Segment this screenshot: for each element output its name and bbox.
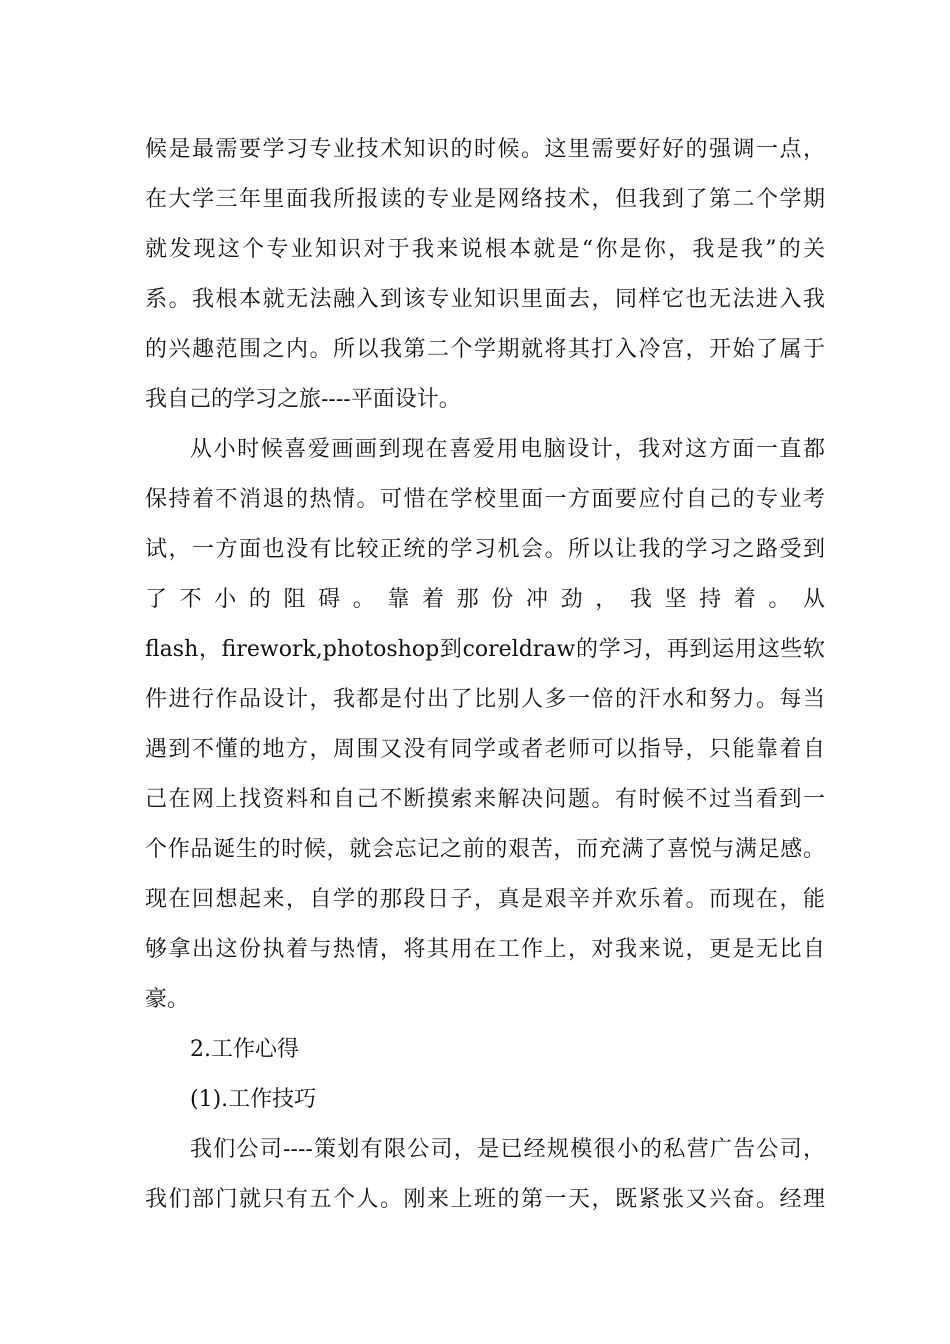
text-line: 件进行作品设计，我都是付出了比别人多一倍的汗水和努力。每当	[145, 687, 825, 712]
text-line: flash，firework,photoshop到coreldraw的学习，再到运用这些软	[145, 637, 825, 662]
text-line: 试，一方面也没有比较正统的学习机会。所以让我的学习之路受到	[145, 537, 825, 562]
subsection-heading: (1).工作技巧	[190, 1087, 317, 1112]
text-line: 在大学三年里面我所报读的专业是网络技术，但我到了第二个学期	[145, 187, 825, 212]
text-line: 就发现这个专业知识对于我来说根本就是“你是你，我是我”的关	[145, 237, 825, 262]
text-line: 的兴趣范围之内。所以我第二个学期就将其打入冷宫，开始了属于	[145, 337, 825, 362]
text-line: 系。我根本就无法融入到该专业知识里面去，同样它也无法进入我	[145, 287, 825, 312]
text-line: 候是最需要学习专业技术知识的时候。这里需要好好的强调一点，	[145, 137, 825, 162]
text-line: 够拿出这份执着与热情，将其用在工作上，对我来说，更是无比自	[145, 937, 825, 962]
text-line: 了不小的阻碍。靠着那份冲劲，我坚持着。从	[145, 587, 825, 612]
text-line: 我们公司----策划有限公司，是已经规模很小的私营广告公司，	[190, 1137, 825, 1162]
text-line: 个作品诞生的时候，就会忘记之前的艰苦，而充满了喜悦与满足感。	[145, 837, 825, 862]
text-line: 现在回想起来，自学的那段日子，真是艰辛并欢乐着。而现在，能	[145, 887, 825, 912]
text-line: 豪。	[145, 987, 190, 1012]
section-heading: 2.工作心得	[190, 1037, 299, 1062]
text-line: 我自己的学习之旅----平面设计。	[145, 387, 461, 412]
text-line: 从小时候喜爱画画到现在喜爱用电脑设计，我对这方面一直都	[190, 437, 825, 462]
text-line: 我们部门就只有五个人。刚来上班的第一天，既紧张又兴奋。经理	[145, 1187, 825, 1212]
text-line: 保持着不消退的热情。可惜在学校里面一方面要应付自己的专业考	[145, 487, 825, 512]
text-line: 遇到不懂的地方，周围又没有同学或者老师可以指导，只能靠着自	[145, 737, 825, 762]
text-line: 己在网上找资料和自己不断摸索来解决问题。有时候不过当看到一	[145, 787, 825, 812]
